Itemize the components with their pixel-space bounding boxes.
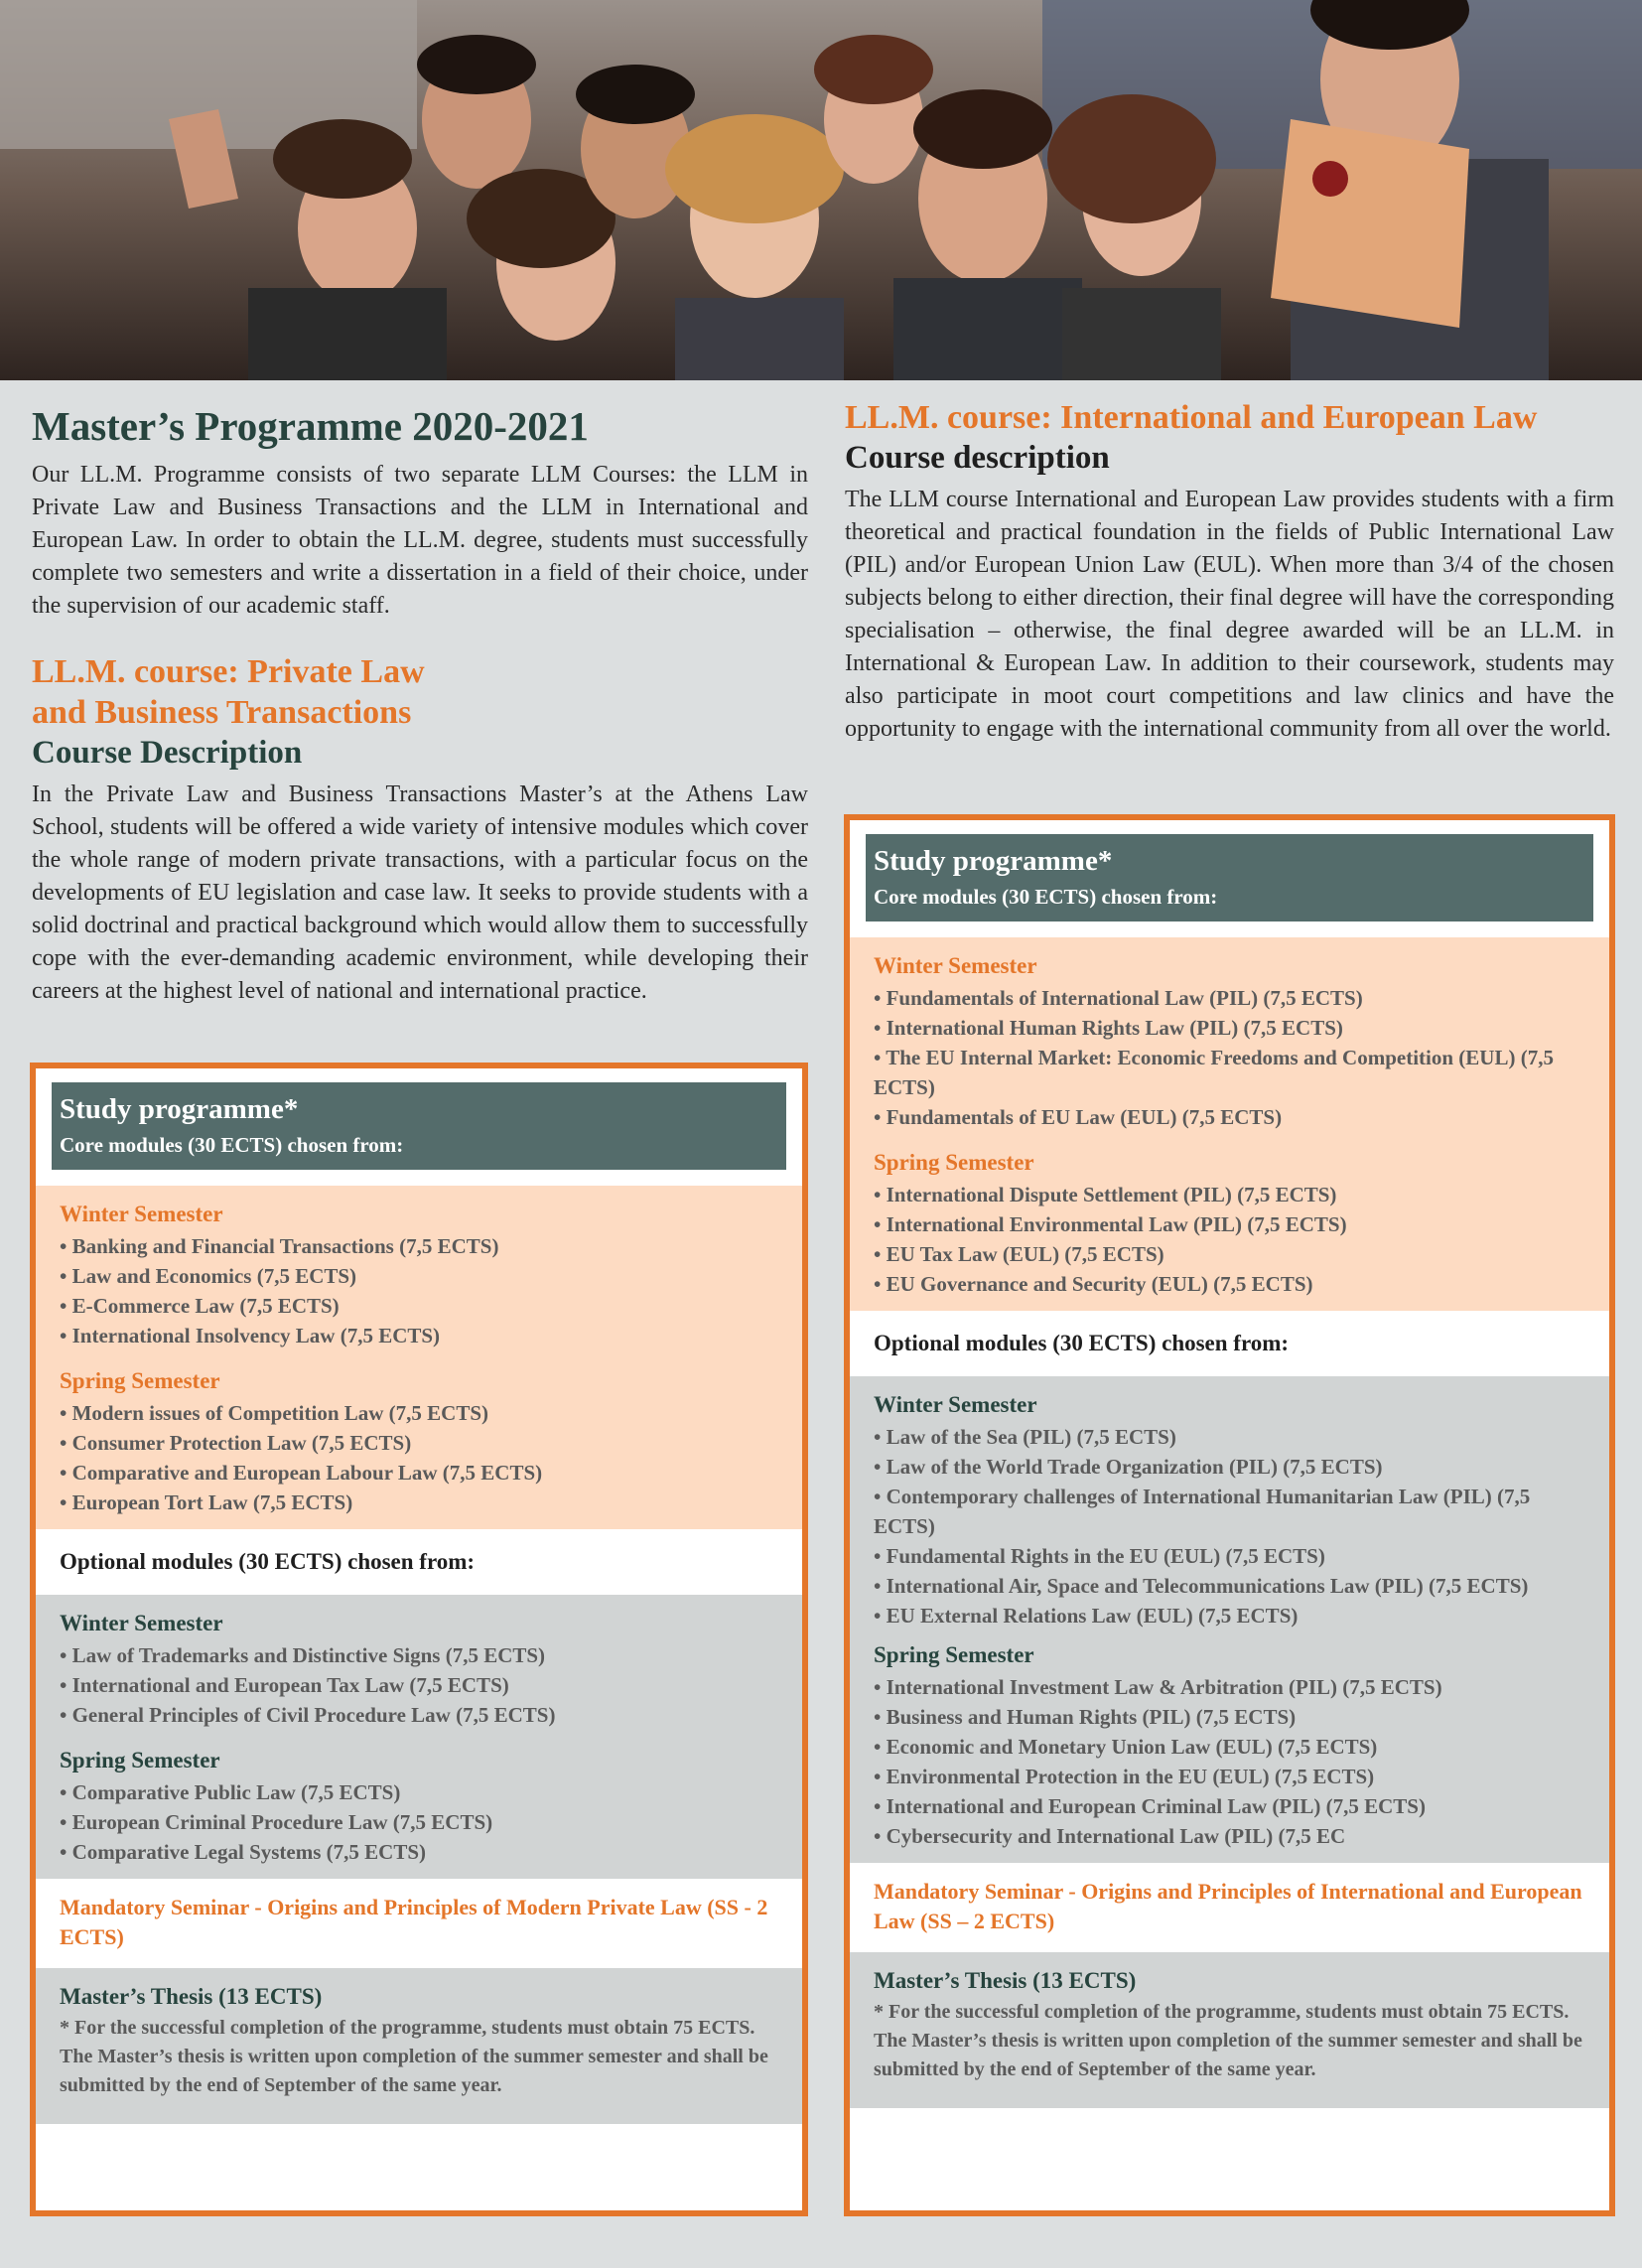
study-programme-header <box>52 1082 786 1170</box>
course-title-private-law-line1: LL.M. course: Private Law <box>32 653 425 691</box>
list-item: • Comparative Public Law (7,5 ECTS) <box>60 1779 401 1804</box>
mandatory-seminar: Mandatory Seminar - Origins and Principles of International and European Law (SS – 2 ECTS) <box>874 1878 1582 1933</box>
list-item: • Business and Human Rights (PIL) (7,5 ECTS) <box>874 1704 1297 1729</box>
opt-winter-list <box>874 1422 1585 1630</box>
opt-spring-semester-label: Spring Semester <box>874 1641 1034 1667</box>
thesis-note: The Master’s thesis is written upon completion of the summer semester and shall be submitted by the end of September of the same year. <box>874 2029 1582 2080</box>
list-item: • Consumer Protection Law (7,5 ECTS) <box>60 1430 412 1455</box>
list-item: • European Criminal Procedure Law (7,5 ECTS) <box>60 1809 493 1834</box>
list-item: • International Air, Space and Telecommunications Law (PIL) (7,5 ECTS) <box>874 1573 1529 1598</box>
list-item: • International Insolvency Law (7,5 ECTS) <box>60 1323 441 1347</box>
list-item: • Cybersecurity and International Law (PIL) (7,5 EC <box>874 1823 1346 1848</box>
core-winter-list <box>874 983 1585 1132</box>
core-spring-semester-label: Spring Semester <box>60 1367 220 1393</box>
list-item: • Comparative Legal Systems (7,5 ECTS) <box>60 1839 426 1864</box>
list-item: • International and European Criminal Law (PIL) (7,5 ECTS) <box>874 1793 1426 1818</box>
hero-photo <box>0 0 1642 380</box>
list-item: • International and European Tax Law (7,5 ECTS) <box>60 1672 509 1697</box>
study-programme-box-international-law <box>844 814 1615 2216</box>
list-item: • Law of the Sea (PIL) (7,5 ECTS) <box>874 1424 1176 1449</box>
thesis-section <box>36 1968 802 2124</box>
core-modules-label: Core modules (30 ECTS) chosen from: <box>60 1132 404 1157</box>
study-programme-box-private-law <box>30 1063 808 2216</box>
thesis-note: The Master’s thesis is written upon completion of the summer semester and shall be submitted by the end of September of the same year. <box>60 2045 768 2096</box>
list-item: • EU Governance and Security (EUL) (7,5 ECTS) <box>874 1271 1313 1296</box>
opt-spring-list <box>60 1777 778 1867</box>
left-column <box>32 392 808 1008</box>
list-item: • Fundamental Rights in the EU (EUL) (7,5 ECTS) <box>874 1543 1325 1568</box>
list-item: • The EU Internal Market: Economic Freedoms and Competition (EUL) (7,5 ECTS) <box>874 1045 1554 1099</box>
list-item: • Law of the World Trade Organization (PIL) (7,5 ECTS) <box>874 1454 1383 1479</box>
mandatory-seminar: Mandatory Seminar - Origins and Principles of Modern Private Law (SS - 2 ECTS) <box>60 1894 768 1949</box>
optional-modules-label: Optional modules (30 ECTS) chosen from: <box>60 1548 476 1574</box>
programme-intro: Our LL.M. Programme consists of two separate LLM Courses: the LLM in Private Law and Business Transactions and the LLM in International and European Law. In order to obtain the LL.M. degree, students must successfully complete two semesters and write a dissertation in a field of their choice, under the supervision of our academic staff. <box>32 462 808 620</box>
list-item: • Comparative and European Labour Law (7,5 ECTS) <box>60 1460 543 1485</box>
list-item: • Contemporary challenges of International Humanitarian Law (PIL) (7,5 ECTS) <box>874 1484 1531 1538</box>
core-modules-section <box>36 1186 802 1529</box>
opt-spring-list <box>874 1672 1585 1851</box>
list-item: • International Dispute Settlement (PIL) (7,5 ECTS) <box>874 1182 1337 1206</box>
course-title-international-law: LL.M. course: International and European Law <box>845 399 1538 436</box>
list-item: • Law and Economics (7,5 ECTS) <box>60 1263 357 1288</box>
core-modules-label: Core modules (30 ECTS) chosen from: <box>874 884 1218 909</box>
core-winter-semester-label: Winter Semester <box>60 1201 223 1226</box>
page-title: Master’s Programme 2020-2021 <box>32 403 589 449</box>
core-spring-list <box>60 1398 778 1517</box>
right-column <box>845 392 1614 746</box>
list-item: • E-Commerce Law (7,5 ECTS) <box>60 1293 340 1318</box>
core-winter-list <box>60 1231 778 1350</box>
thesis-section <box>850 1952 1609 2108</box>
core-winter-semester-label: Winter Semester <box>874 952 1037 978</box>
list-item: • International Environmental Law (PIL) (7,5 ECTS) <box>874 1211 1347 1236</box>
optional-modules-section <box>36 1595 802 1879</box>
core-modules-section <box>850 937 1609 1311</box>
study-programme-title: Study programme* <box>60 1093 299 1125</box>
completion-note: * For the successful completion of the programme, students must obtain 75 ECTS. <box>874 2000 1570 2023</box>
study-programme-header <box>866 834 1593 921</box>
opt-winter-semester-label: Winter Semester <box>874 1391 1037 1417</box>
list-item: • Economic and Monetary Union Law (EUL) (7,5 ECTS) <box>874 1734 1378 1759</box>
course-description-international-law: The LLM course International and European Law provides students with a firm theoretical and practical foundation in the fields of Public International Law (PIL) and/or European Union Law (EUL). When more than 3/4 of the chosen subjects belong to either direction, their final degree will have the corresponding specialisation – otherwise, the final degree awarded will be an LL.M. in International & European Law. In addition to their coursework, students may also participate in moot court competitions and law clinics and have the opportunity to engage with the international community from all over the world. <box>845 487 1614 743</box>
opt-spring-semester-label: Spring Semester <box>60 1747 220 1772</box>
core-spring-semester-label: Spring Semester <box>874 1149 1034 1175</box>
study-programme-title: Study programme* <box>874 845 1113 877</box>
list-item: • Environmental Protection in the EU (EUL) (7,5 ECTS) <box>874 1764 1375 1788</box>
course-description-private-law: In the Private Law and Business Transactions Master’s at the Athens Law School, students will be offered a wide variety of intensive modules which cover the whole range of modern private transactions, with a particular focus on the developments of EU legislation and case law. It seeks to provide students with a solid doctrinal and practical background which would allow them to successfully cope with the ever-demanding academic environment, while developing their careers at the highest level of national and international practice. <box>32 781 808 1005</box>
course-description-heading: Course Description <box>32 734 303 771</box>
list-item: • Modern issues of Competition Law (7,5 ECTS) <box>60 1400 489 1425</box>
opt-winter-list <box>60 1640 778 1730</box>
core-spring-list <box>874 1180 1585 1299</box>
completion-note: * For the successful completion of the programme, students must obtain 75 ECTS. <box>60 2016 755 2039</box>
list-item: • Banking and Financial Transactions (7,5 ECTS) <box>60 1233 499 1258</box>
list-item: • EU External Relations Law (EUL) (7,5 ECTS) <box>874 1603 1299 1628</box>
optional-modules-label: Optional modules (30 ECTS) chosen from: <box>874 1330 1290 1355</box>
list-item: • Fundamentals of International Law (PIL) (7,5 ECTS) <box>874 985 1363 1010</box>
optional-modules-section <box>850 1376 1609 1863</box>
list-item: • International Human Rights Law (PIL) (7,5 ECTS) <box>874 1015 1343 1040</box>
hero-photo-illustration <box>0 0 1642 380</box>
list-item: • EU Tax Law (EUL) (7,5 ECTS) <box>874 1241 1164 1266</box>
list-item: • General Principles of Civil Procedure Law (7,5 ECTS) <box>60 1702 556 1727</box>
thesis-title: Master’s Thesis (13 ECTS) <box>60 1983 323 2009</box>
thesis-title: Master’s Thesis (13 ECTS) <box>874 1967 1137 1993</box>
list-item: • Law of Trademarks and Distinctive Signs (7,5 ECTS) <box>60 1642 546 1667</box>
list-item: • Fundamentals of EU Law (EUL) (7,5 ECTS) <box>874 1104 1283 1129</box>
list-item: • International Investment Law & Arbitration (PIL) (7,5 ECTS) <box>874 1674 1442 1699</box>
course-description-heading-international: Course description <box>845 439 1110 476</box>
course-title-private-law-line2: and Business Transactions <box>32 693 412 731</box>
opt-winter-semester-label: Winter Semester <box>60 1610 223 1635</box>
list-item: • European Tort Law (7,5 ECTS) <box>60 1489 353 1514</box>
